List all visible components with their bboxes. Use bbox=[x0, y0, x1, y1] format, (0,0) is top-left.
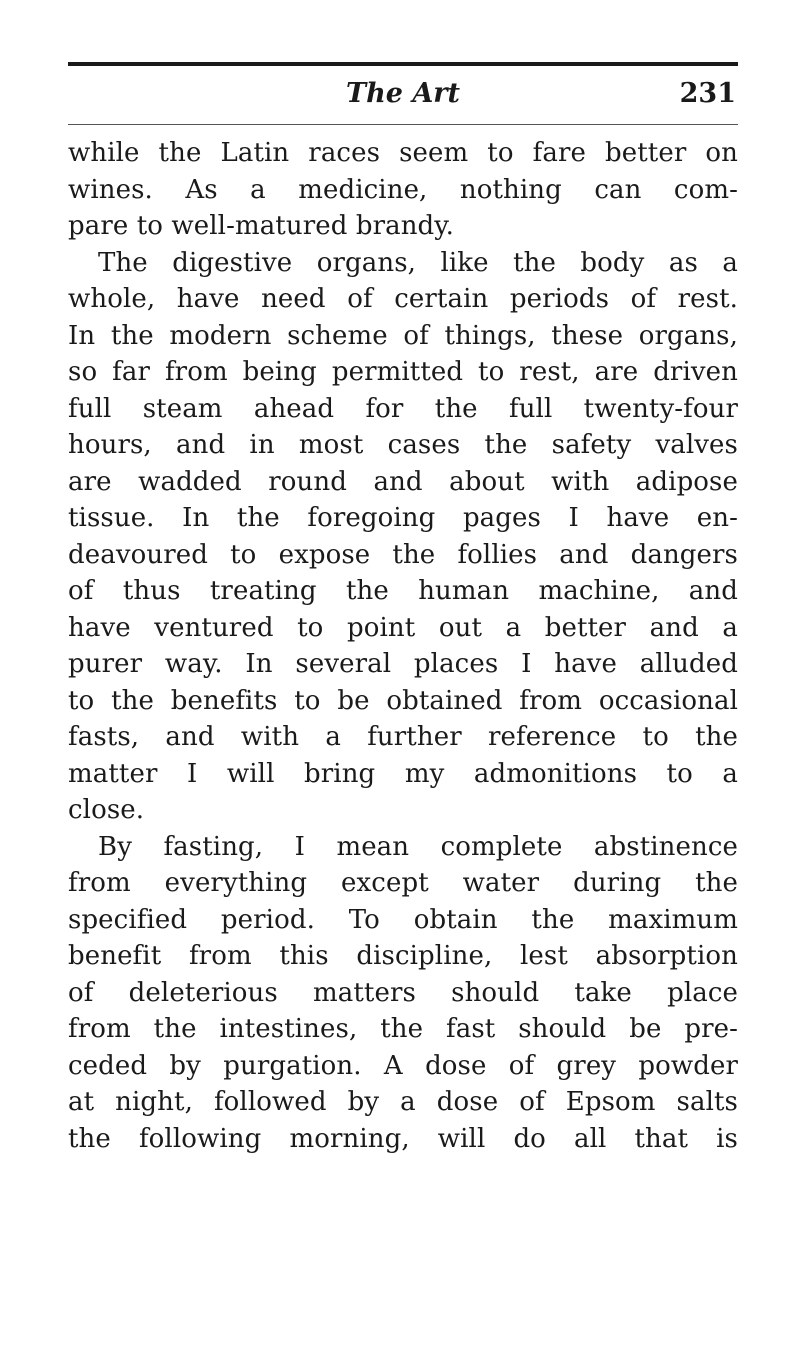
text-line: whole, have need of certain periods of rest. bbox=[68, 284, 738, 314]
text-line: deavoured to expose the follies and dangers bbox=[68, 539, 738, 570]
page-number: 231 bbox=[679, 78, 736, 109]
text-line: of thus treating the human machine, and bbox=[68, 576, 738, 606]
book-page bbox=[68, 62, 738, 1157]
text-line: at night, followed by a dose of Epsom salts bbox=[68, 1087, 738, 1117]
text-line: pare to well-matured brandy. bbox=[68, 211, 454, 241]
text-line: the following morning, will do all that is bbox=[68, 1123, 738, 1154]
running-title: The Art bbox=[346, 78, 460, 109]
text-line: ceded by purgation. A dose of grey powder bbox=[68, 1050, 738, 1081]
body-text bbox=[68, 135, 738, 1157]
text-line: hours, and in most cases the safety valves bbox=[68, 430, 738, 460]
text-line: have ventured to point out a better and a bbox=[68, 612, 738, 643]
text-line: to the benefits to be obtained from occasional bbox=[68, 685, 738, 716]
top-rule bbox=[68, 62, 738, 66]
text-line: are wadded round and about with adipose bbox=[68, 466, 738, 497]
text-line: of deleterious matters should take place bbox=[68, 977, 738, 1008]
text-line: tissue. In the foregoing pages I have en- bbox=[68, 503, 738, 533]
text-line: specified period. To obtain the maximum bbox=[68, 904, 738, 935]
text-line: The digestive organs, like the body as a bbox=[98, 247, 738, 278]
text-line: from the intestines, the fast should be pre- bbox=[68, 1014, 738, 1044]
text-line: from everything except water during the bbox=[68, 868, 738, 898]
text-line: In the modern scheme of things, these organs, bbox=[68, 320, 738, 351]
text-line: so far from being permitted to rest, are driven bbox=[68, 357, 738, 387]
text-line: purer way. In several places I have alluded bbox=[68, 649, 738, 679]
text-line: close. bbox=[68, 795, 145, 825]
text-line: benefit from this discipline, lest absorption bbox=[68, 941, 738, 971]
running-head bbox=[68, 70, 738, 124]
text-line: while the Latin races seem to fare better on bbox=[68, 138, 738, 168]
text-line: matter I will bring my admonitions to a bbox=[68, 758, 738, 789]
text-line: wines. As a medicine, nothing can com- bbox=[68, 174, 738, 205]
text-line: By fasting, I mean complete abstinence bbox=[98, 831, 738, 862]
header-rule bbox=[68, 124, 738, 125]
text-line: full steam ahead for the full twenty-four bbox=[68, 393, 738, 424]
text-line: fasts, and with a further reference to the bbox=[68, 722, 738, 752]
